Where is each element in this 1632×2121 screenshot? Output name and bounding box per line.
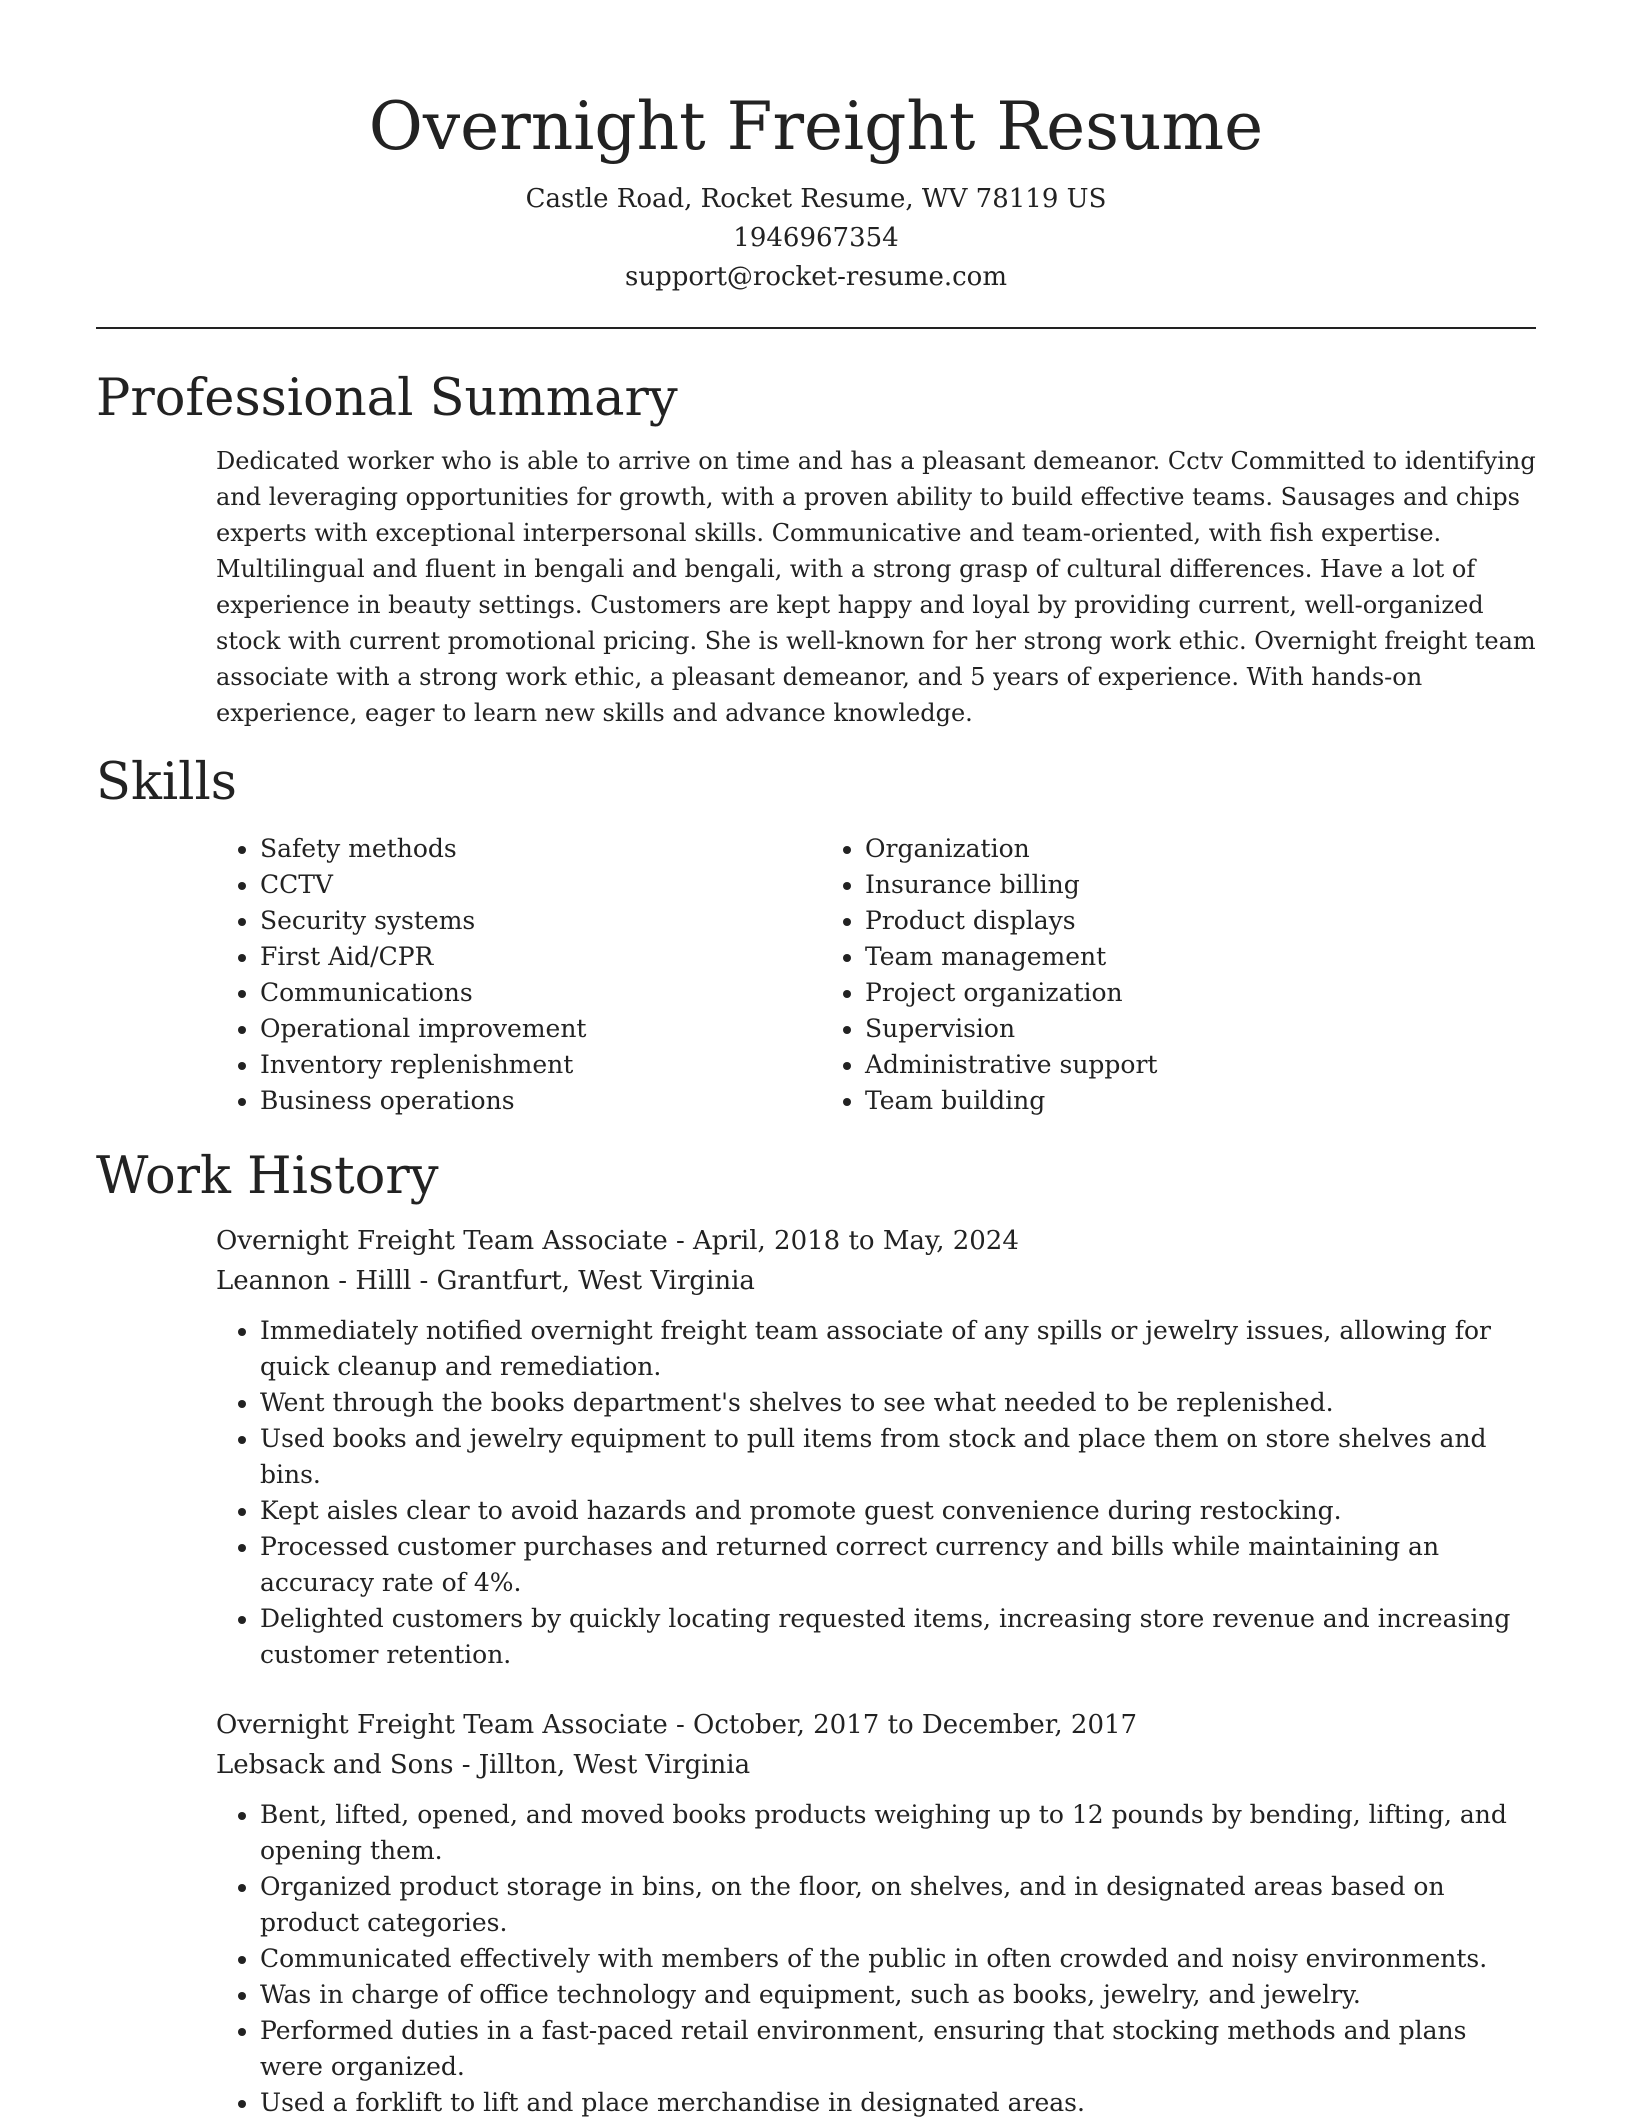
skill-item: • Supervision [865, 1011, 1426, 1047]
skill-item: • First Aid/CPR [260, 939, 821, 975]
skill-item: • Project organization [865, 975, 1426, 1011]
duty-item: • Kept aisles clear to avoid hazards and promote guest convenience during restocking. [260, 1493, 1536, 1529]
skill-item: • Communications [260, 975, 821, 1011]
job-duties [216, 1313, 1536, 1673]
resume-header [96, 88, 1536, 297]
skills-column-right [821, 831, 1426, 1119]
skill-item: • CCTV [260, 867, 821, 903]
job-company: Leannon - Hilll - Grantfurt, West Virginia [216, 1266, 755, 1296]
email: support@rocket-resume.com [624, 262, 1007, 292]
duty-item: • Delighted customers by quickly locating requested items, increasing store revenue and increasing customer retention. [260, 1601, 1536, 1673]
address: Castle Road, Rocket Resume, WV 78119 US [525, 184, 1107, 214]
contact-info [96, 180, 1536, 297]
duty-item: • Used books and jewelry equipment to pull items from stock and place them on store shelves and bins. [260, 1421, 1536, 1493]
skill-item: • Operational improvement [260, 1011, 821, 1047]
skill-item: • Organization [865, 831, 1426, 867]
skill-item: • Insurance billing [865, 867, 1426, 903]
header-divider [96, 327, 1536, 329]
duty-item: • Performed duties in a fast-paced retail environment, ensuring that stocking methods and plans were organized. [260, 2013, 1536, 2085]
skills-heading: Skills [96, 753, 237, 812]
duty-item: • Processed customer purchases and returned correct currency and bills while maintaining an accuracy rate of 4%. [260, 1529, 1536, 1601]
duty-item: • Immediately notified overnight freight team associate of any spills or jewelry issues, allowing for quick cleanup and remediation. [260, 1313, 1536, 1385]
job-duties [216, 1797, 1536, 2121]
skill-item: • Product displays [865, 903, 1426, 939]
job-entry [216, 1705, 1536, 2121]
phone: 1946967354 [733, 223, 899, 253]
duty-item: • Was in charge of office technology and equipment, such as books, jewelry, and jewelry. [260, 1977, 1536, 2013]
skill-item: • Team building [865, 1083, 1426, 1119]
skills-list [216, 831, 1536, 1119]
skill-item: • Team management [865, 939, 1426, 975]
job-entry [216, 1221, 1536, 1673]
skill-item: • Inventory replenishment [260, 1047, 821, 1083]
duty-item: • Bent, lifted, opened, and moved books products weighing up to 12 pounds by bending, lifting, and opening them. [260, 1797, 1536, 1869]
work-history-heading: Work History [96, 1147, 439, 1206]
job-title: Overnight Freight Team Associate - October, 2017 to December, 2017 [216, 1710, 1138, 1740]
summary-text: Dedicated worker who is able to arrive on time and has a pleasant demeanor. Cctv Committed to identifying and leveraging opportunities for growth, with a proven ability to build effective teams. Sausages and chips experts with exceptional interpersonal skills. Communicative and team-oriented, with fish expertise. Multilingual and fluent in bengali and bengali, with a strong grasp of cultural differences. Have a lot of experience in beauty settings. Customers are kept happy and loyal by providing current, well-organized stock with current promotional pricing. She is well-known for her strong work ethic. Overnight freight team associate with a strong work ethic, a pleasant demeanor, and 5 years of experience. With hands-on experience, eager to learn new skills and advance knowledge. [216, 447, 1536, 727]
skill-item: • Business operations [260, 1083, 821, 1119]
duty-item: • Communicated effectively with members of the public in often crowded and noisy environments. [260, 1941, 1536, 1977]
duty-item: • Organized product storage in bins, on the floor, on shelves, and in designated areas based on product categories. [260, 1869, 1536, 1941]
summary-heading: Professional Summary [96, 369, 678, 428]
duty-item: • Used a forklift to lift and place merchandise in designated areas. [260, 2085, 1536, 2121]
skill-item: • Administrative support [865, 1047, 1426, 1083]
skill-item: • Safety methods [260, 831, 821, 867]
skills-column-left [216, 831, 821, 1119]
job-title: Overnight Freight Team Associate - April, 2018 to May, 2024 [216, 1226, 1019, 1256]
job-company: Lebsack and Sons - Jillton, West Virginia [216, 1750, 751, 1780]
duty-item: • Went through the books department's shelves to see what needed to be replenished. [260, 1385, 1536, 1421]
skill-item: • Security systems [260, 903, 821, 939]
resume-title: Overnight Freight Resume [368, 88, 1264, 165]
